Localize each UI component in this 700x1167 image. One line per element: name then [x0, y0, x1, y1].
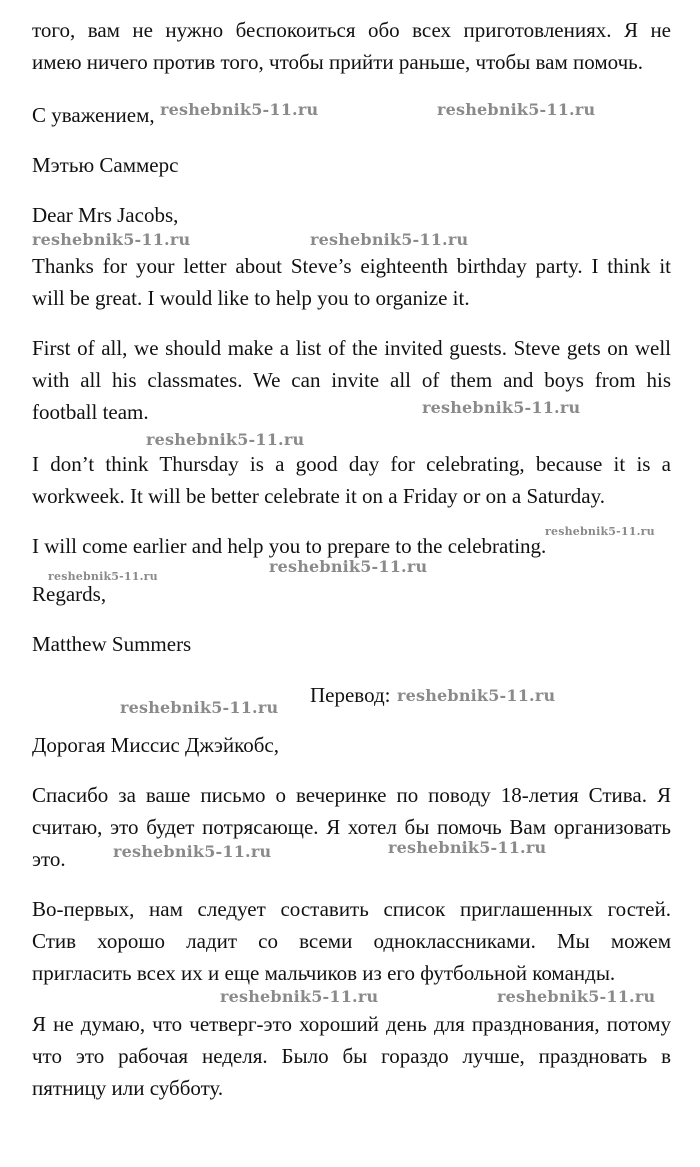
watermark: reshebnik5-11.ru — [220, 987, 379, 1006]
text-line: Стив хорошо ладит со всеми одноклассниками. Мы можем — [32, 929, 671, 953]
text-line: football team. — [32, 400, 149, 424]
watermark: reshebnik5-11.ru — [388, 838, 547, 857]
text-line: это. — [32, 847, 66, 871]
watermark: reshebnik5-11.ru — [113, 842, 272, 861]
text-line: workweek. It will be better celebrate it on a Friday or on a Saturday. — [32, 484, 606, 508]
text-line: пригласить всех их и еще мальчиков из его футбольной команды. — [32, 961, 616, 985]
text-line: Во-первых, нам следует составить список приглашенных гостей. — [32, 897, 671, 921]
en-greeting: Dear Mrs Jacobs, — [32, 203, 179, 227]
translation-label: Перевод: — [310, 683, 391, 707]
watermark: reshebnik5-11.ru — [310, 230, 469, 249]
ru-closing: С уважением, — [32, 103, 155, 127]
watermark: reshebnik5-11.ru — [397, 686, 556, 705]
watermark: reshebnik5-11.ru — [160, 100, 319, 119]
watermark: reshebnik5-11.ru — [32, 230, 191, 249]
watermark: reshebnik5-11.ru — [422, 398, 581, 417]
watermark: reshebnik5-11.ru — [269, 557, 428, 576]
text-line: Спасибо за ваше письмо о вечеринке по поводу 18-летия Стива. Я — [32, 783, 671, 807]
ru-signature: Мэтью Саммерс — [32, 153, 179, 177]
text-line: I don’t think Thursday is a good day for celebrating, because it is a — [32, 452, 671, 476]
text-line: имею ничего против того, чтобы прийти раньше, чтобы вам помочь. — [32, 50, 644, 74]
ru-letter-ending — [32, 14, 671, 78]
text-line: Я не думаю, что четверг-это хороший день для празднования, потому — [32, 1012, 671, 1036]
text-line: считаю, это будет потрясающе. Я хотел бы помочь Вам организовать — [32, 815, 671, 839]
en-paragraph-3 — [32, 448, 671, 512]
text-line: First of all, we should make a list of the invited guests. Steve gets on well — [32, 336, 671, 360]
text-line: will be great. I would like to help you to organize it. — [32, 286, 470, 310]
text-line: того, вам не нужно беспокоиться обо всех приготовлениях. Я не — [32, 18, 671, 42]
watermark: reshebnik5-11.ru — [146, 430, 305, 449]
watermark: reshebnik5-11.ru — [545, 525, 655, 538]
ru-greeting: Дорогая Миссис Джэйкобс, — [32, 733, 280, 757]
ru-paragraph-3 — [32, 1008, 671, 1104]
text-line: пятницу или субботу. — [32, 1076, 224, 1100]
ru-paragraph-2 — [32, 893, 671, 989]
text-line: with all his classmates. We can invite all of them and boys from his — [32, 368, 671, 392]
text-line: что это рабочая неделя. Было бы гораздо лучше, праздновать в — [32, 1044, 671, 1068]
watermark: reshebnik5-11.ru — [497, 987, 656, 1006]
en-closing: Regards, — [32, 582, 107, 606]
en-signature: Matthew Summers — [32, 632, 192, 656]
watermark: reshebnik5-11.ru — [120, 698, 279, 717]
watermark: reshebnik5-11.ru — [48, 570, 158, 583]
text-line: Thanks for your letter about Steve’s eighteenth birthday party. I think it — [32, 254, 671, 278]
watermark: reshebnik5-11.ru — [437, 100, 596, 119]
en-paragraph-1 — [32, 250, 671, 314]
en-paragraph-4: I will come earlier and help you to prepare to the celebrating. — [32, 534, 547, 558]
